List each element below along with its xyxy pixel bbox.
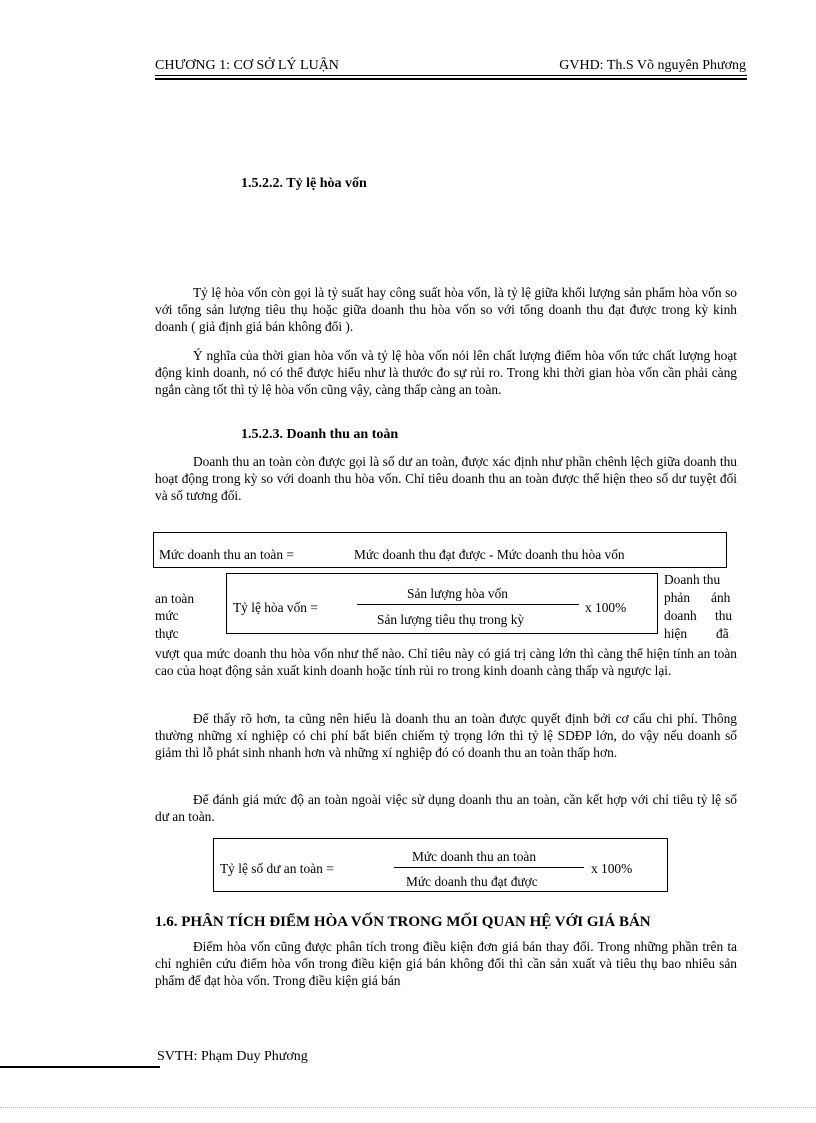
paragraph-safety-assessment: Để đánh giá mức độ an toàn ngoài việc sử dụng doanh thu an toàn, cần kết hợp với chỉ tiêu tỷ lệ số dư an toàn. xyxy=(155,792,737,824)
page-edge-dotted xyxy=(0,1107,816,1108)
wrap-right-4b: đã xyxy=(716,626,729,641)
wrap-right-1: Doanh thu xyxy=(664,572,721,587)
formula-safety-margin-ratio-numerator: Mức doanh thu an toàn xyxy=(412,849,537,864)
formula-break-even-ratio-lhs: Tỷ lệ hòa vốn = xyxy=(233,600,318,615)
formula-safety-revenue-lhs: Mức doanh thu an toàn = xyxy=(159,547,294,562)
wrap-right-2a: phản xyxy=(664,590,691,605)
paragraph-cost-structure: Để thấy rõ hơn, ta cũng nên hiểu là doanh thu an toàn được quyết định bởi cơ cấu chi phí. Thông thường những xí nghiệp có chi phí bất biến chiếm tỷ trọng lớn thì tỷ lệ SDĐP lớn, do vậy nếu doanh số giảm thì lỗ phát sinh nhanh hơn và những xí nghiệp đó có doanh thu an toàn thấp hơn. xyxy=(155,711,737,760)
fraction-bar xyxy=(394,867,584,868)
paragraph-safety-revenue: Doanh thu an toàn còn được gọi là số dư an toàn, được xác định như phần chênh lệch giữa doanh thu hoạt động trong kỳ so với doanh thu hòa vốn. Chỉ tiêu doanh thu an toàn được thể hiện theo số dư tuyệt đối và số tương đối. xyxy=(155,454,737,503)
footer-student: SVTH: Phạm Duy Phương xyxy=(157,1049,308,1064)
formula-break-even-ratio-denominator: Sản lượng tiêu thụ trong kỳ xyxy=(377,612,525,627)
paragraph-break-even-meaning: Ý nghĩa của thời gian hòa vốn và tỷ lệ hòa vốn nói lên chất lượng điểm hòa vốn tức chất lượng hoạt động kinh doanh, nó có thể được hiểu như là thước đo sự rủi ro. Trong khi thời gian hòa vốn cần phải càng ngắn càng tốt thì tỷ lệ hòa vốn cũng vậy, càng thấp càng an toàn. xyxy=(155,348,737,397)
paragraph-break-even-ratio: Tỷ lệ hòa vốn còn gọi là tỷ suất hay công suất hòa vốn, là tỷ lệ giữa khối lượng sản phẩm hòa vốn so với tổng sản lượng tiêu thụ hoặc giữa doanh thu hòa vốn so với tổng doanh thu đạt được trong kỳ kinh doanh ( giả định giá bán không đổi ). xyxy=(155,285,737,334)
formula-safety-revenue-rhs: Mức doanh thu đạt được - Mức doanh thu hòa vốn xyxy=(354,547,625,562)
wrap-right-2b: ánh xyxy=(711,590,731,605)
wrap-right-3b: thu xyxy=(715,608,733,623)
header-chapter: CHƯƠNG 1: CƠ SỞ LÝ LUẬN xyxy=(155,58,339,73)
formula-break-even-ratio-factor: x 100% xyxy=(585,600,627,615)
wrap-left-1: an toàn xyxy=(155,591,195,606)
formula-safety-revenue-box xyxy=(153,532,727,568)
fraction-bar xyxy=(357,604,579,605)
formula-break-even-ratio-numerator: Sản lượng hòa vốn xyxy=(407,586,508,601)
section-heading-1523: 1.5.2.3. Doanh thu an toàn xyxy=(241,427,399,442)
section-heading-1522: 1.5.2.2. Tỷ lệ hòa vốn xyxy=(241,176,367,191)
wrap-left-2: mức xyxy=(155,608,179,623)
section-heading-16: 1.6. PHÂN TÍCH ĐIỂM HÒA VỐN TRONG MỐI QUAN HỆ VỚI GIÁ BÁN xyxy=(155,914,651,930)
paragraph-break-even-price: Điểm hòa vốn cũng được phân tích trong điều kiện đơn giá bán thay đổi. Trong những phần trên ta chỉ nghiên cứu điểm hòa vốn trong điều kiện giá bán không đổi thì cần sản xuất và tiêu thụ bao nhiêu sản phẩm để đạt hòa vốn. Trong điều kiện giá bán xyxy=(155,939,737,988)
wrap-right-4a: hiện xyxy=(664,626,688,641)
formula-safety-margin-ratio-box xyxy=(213,838,668,892)
wrap-right-3a: doanh xyxy=(664,608,697,623)
formula-break-even-ratio-box xyxy=(226,573,658,634)
footer-rule xyxy=(0,1066,160,1068)
formula-safety-margin-ratio-denominator: Mức doanh thu đạt được xyxy=(406,874,538,889)
header-rule-thin xyxy=(155,75,747,76)
header-rule-thick xyxy=(155,78,747,80)
header-instructor: GVHD: Th.S Võ nguyên Phương xyxy=(559,58,746,73)
wrap-left-3: thực xyxy=(155,626,179,641)
formula-safety-margin-ratio-lhs: Tỷ lệ số dư an toàn = xyxy=(220,861,334,876)
formula-safety-margin-ratio-factor: x 100% xyxy=(591,861,633,876)
paragraph-safety-meaning: vượt qua mức doanh thu hòa vốn như thế nào. Chỉ tiêu này có giá trị càng lớn thì càng thể hiện tính an toàn cao của hoạt động sản xuất kinh doanh hoặc tính rủi ro trong kinh doanh càng thấp và ngược lại. xyxy=(155,646,737,678)
